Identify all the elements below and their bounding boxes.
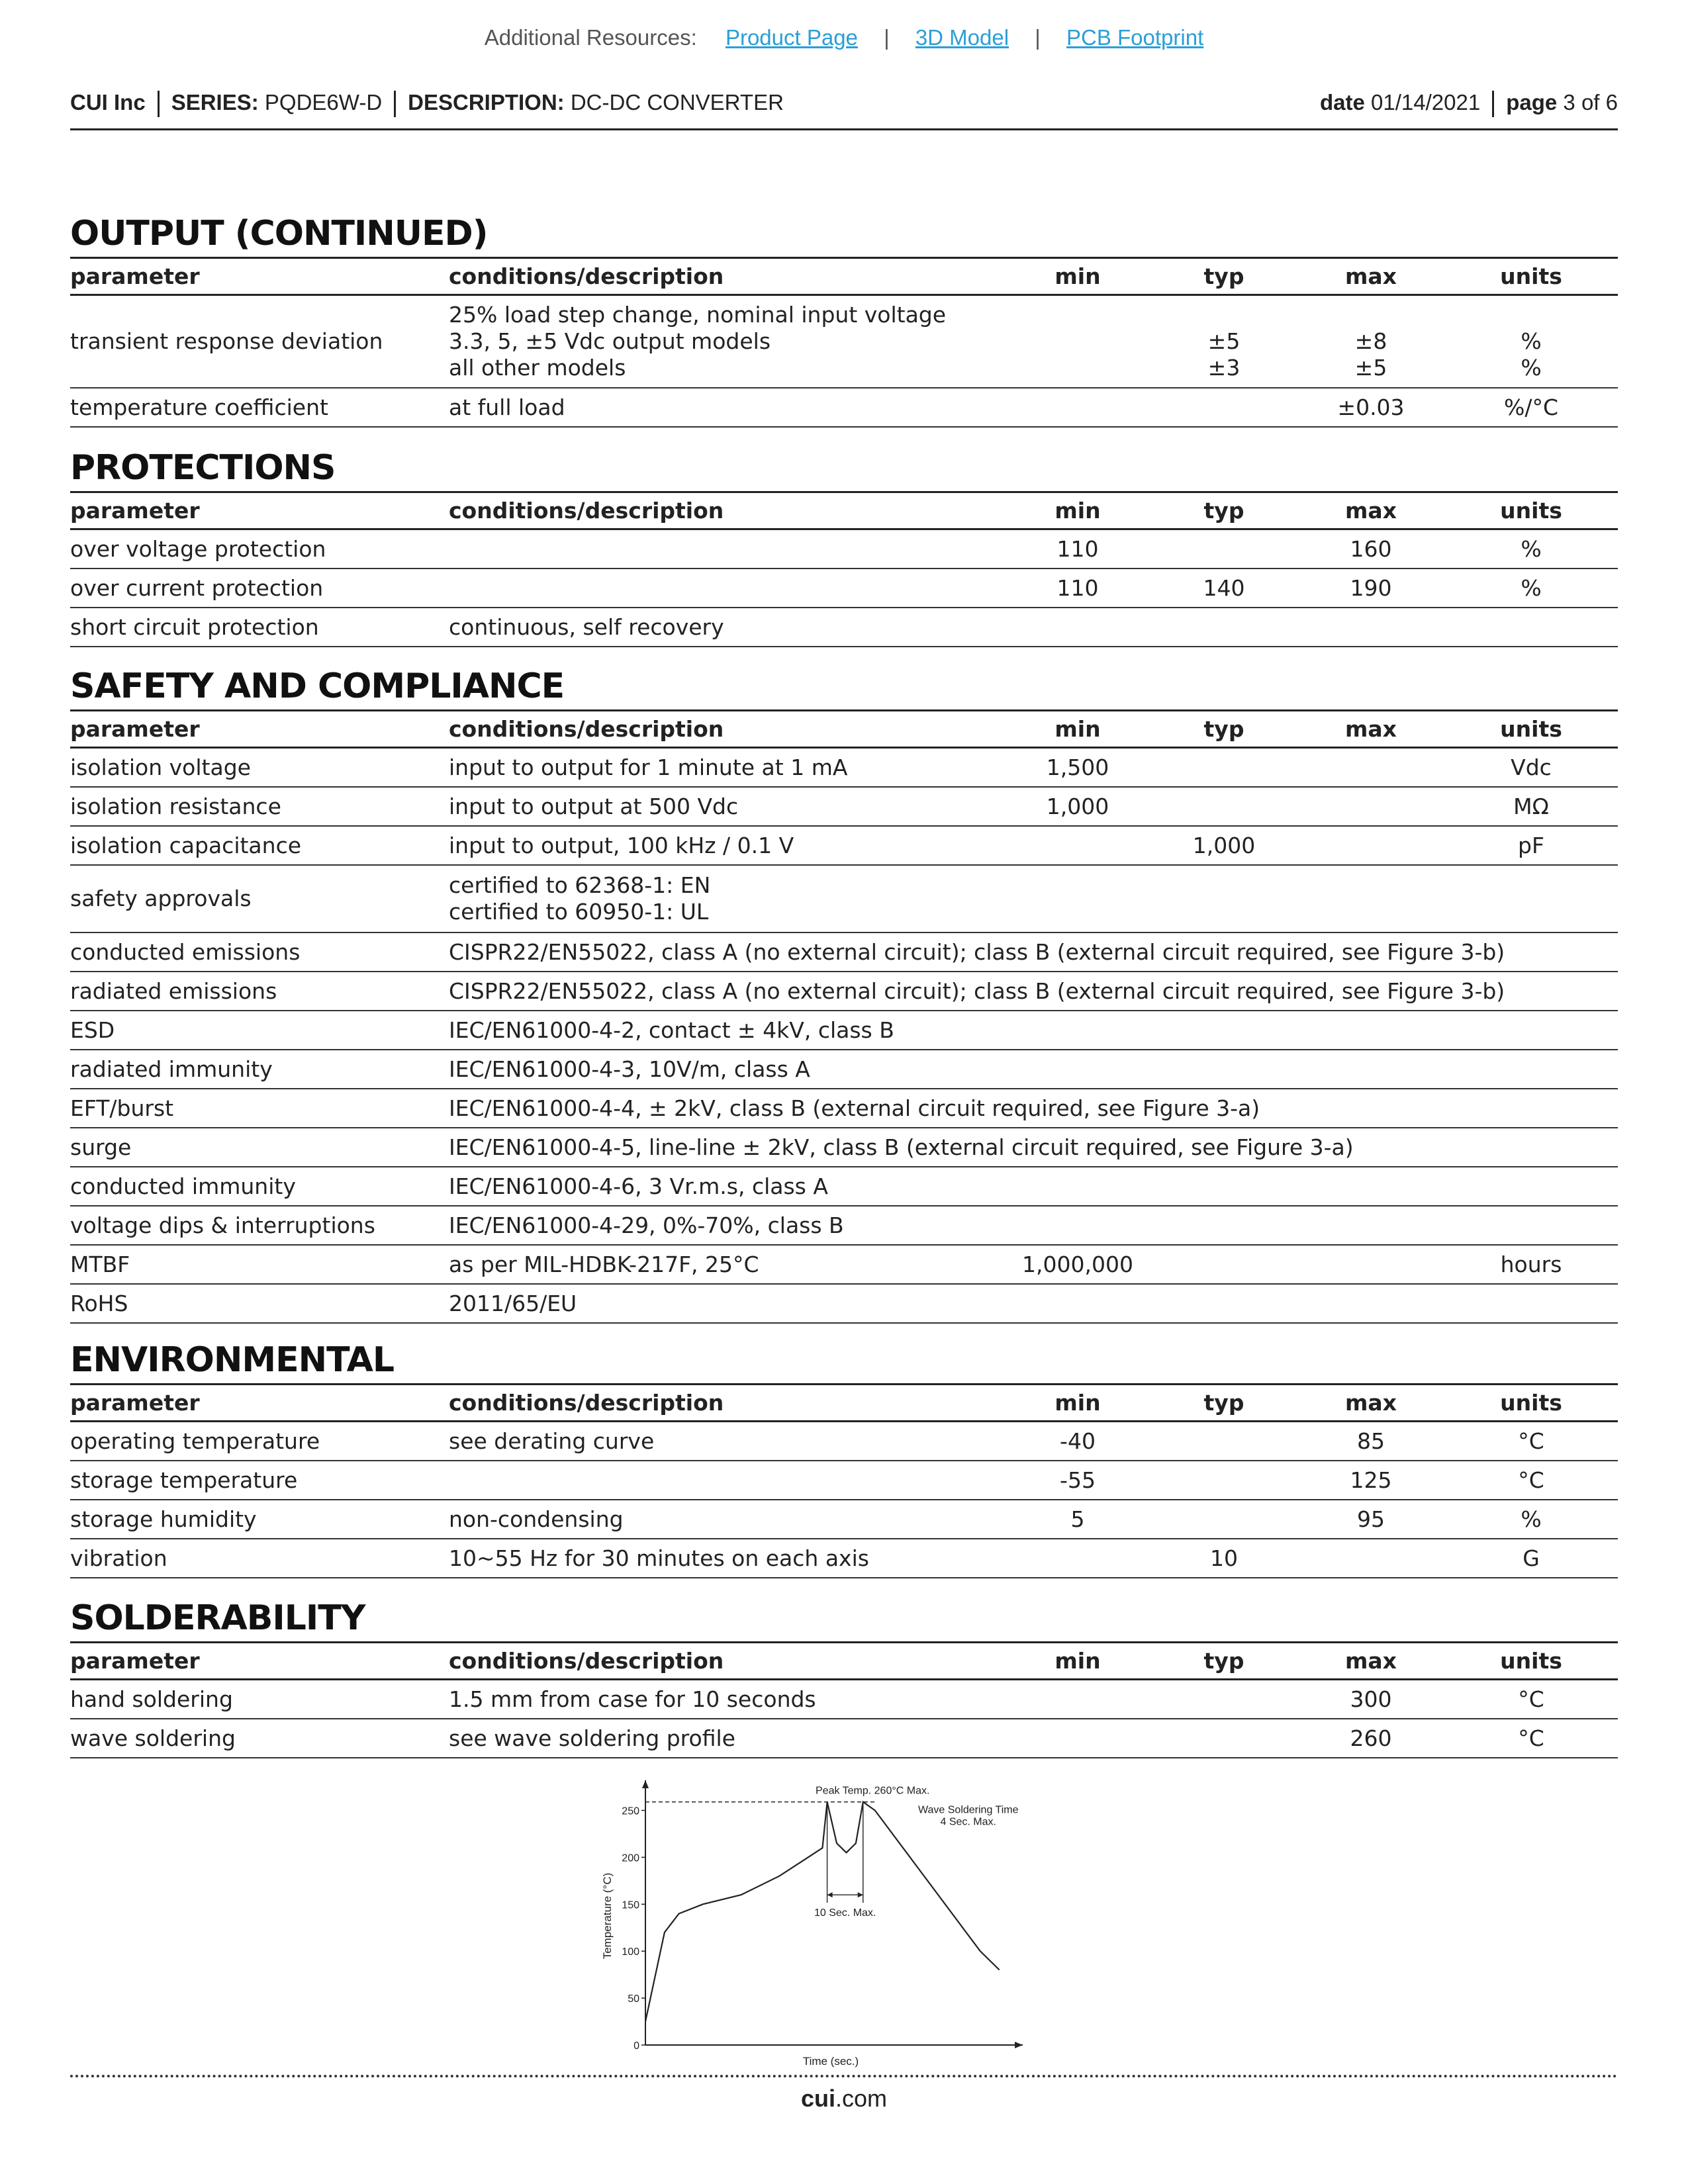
col-units: units <box>1500 1390 1562 1416</box>
table-row <box>70 388 1618 427</box>
table-row <box>70 608 1618 647</box>
cell-parameter: radiated immunity <box>70 1056 273 1082</box>
col-typ: typ <box>1203 498 1244 523</box>
cell-units: hours <box>1500 1251 1562 1277</box>
col-units: units <box>1500 716 1562 742</box>
output-section <box>70 210 1618 428</box>
cell-conditions: 1.5 mm from case for 10 seconds <box>449 1686 816 1712</box>
y-tick-label: 200 <box>622 1852 639 1864</box>
cell-parameter: storage humidity <box>70 1506 257 1532</box>
table-row <box>70 1089 1618 1128</box>
col-parameter: parameter <box>70 716 200 742</box>
header-rule <box>70 128 1618 130</box>
cell-max: 95 <box>1357 1506 1385 1532</box>
col-units: units <box>1500 1648 1562 1674</box>
cell-typ <box>1150 1719 1297 1758</box>
cell-units: % <box>1521 574 1542 601</box>
cell-max <box>1297 826 1444 865</box>
table-row <box>70 1245 1618 1284</box>
3d-model-link[interactable]: 3D Model <box>915 25 1009 50</box>
cell-conditions: see wave soldering profile <box>449 1725 735 1751</box>
table-row <box>70 1539 1618 1578</box>
peak-temp-annotation: Peak Temp. 260°C Max. <box>816 1785 930 1797</box>
cell-max: 260 <box>1350 1725 1392 1751</box>
col-max: max <box>1345 1648 1397 1674</box>
cell-typ <box>1150 1461 1297 1500</box>
cell-min <box>1005 608 1150 647</box>
section-title: OUTPUT (CONTINUED) <box>70 214 488 253</box>
cell-conditions: continuous, self recovery <box>449 614 724 640</box>
col-conditions: conditions/description <box>449 263 724 289</box>
cell-parameter: radiated emissions <box>70 978 277 1004</box>
cell-conditions: at full load <box>449 394 565 420</box>
y-axis-label: Temperature (°C) <box>601 1872 614 1960</box>
table-row <box>70 1128 1618 1167</box>
cell-parameter: hand soldering <box>70 1686 233 1712</box>
cell-conditions: input to output for 1 minute at 1 mA <box>449 754 848 780</box>
cell-units: °C <box>1518 1725 1544 1751</box>
cell-typ <box>1150 1245 1297 1284</box>
col-min: min <box>1055 1648 1101 1674</box>
cell-units: % <box>1521 535 1542 562</box>
cell-parameter: wave soldering <box>70 1725 236 1751</box>
cell-max: 85 <box>1357 1428 1385 1454</box>
cell-max: 190 <box>1350 574 1392 601</box>
cell-parameter: conducted emissions <box>70 938 301 965</box>
cell-conditions: CISPR22/EN55022, class A (no external circuit); class B (external circuit required, see Figure 3-b) <box>449 938 1505 965</box>
footer <box>0 2085 1688 2113</box>
col-max: max <box>1345 1390 1397 1416</box>
resources-label: Additional Resources: <box>484 25 697 50</box>
table-row <box>70 787 1618 826</box>
cell-min: 5 <box>1070 1506 1085 1532</box>
protections-section <box>70 445 1618 647</box>
table-row <box>70 865 1618 933</box>
cell-min: -40 <box>1060 1428 1096 1454</box>
cell-units <box>1444 608 1618 647</box>
table-row <box>70 569 1618 608</box>
chart-ticks <box>622 1805 645 2052</box>
cell-parameter: over voltage protection <box>70 535 326 562</box>
series-value: PQDE6W-D <box>264 90 383 114</box>
col-min: min <box>1055 1390 1101 1416</box>
wave-time-annotation: Wave Soldering Time <box>918 1804 1019 1816</box>
cell-units: G <box>1523 1545 1540 1571</box>
col-typ: typ <box>1203 1648 1244 1674</box>
bracket-arrow <box>858 1892 863 1897</box>
environmental-table <box>70 1383 1618 1578</box>
cell-typ: 10 <box>1210 1545 1238 1571</box>
environmental-section <box>70 1337 1618 1578</box>
cell-parameter: over current protection <box>70 574 324 601</box>
y-tick-label: 150 <box>622 1899 639 1911</box>
col-typ: typ <box>1203 263 1244 289</box>
cell-max <box>1297 787 1444 826</box>
cell-units: pF <box>1518 832 1544 858</box>
table-row <box>70 748 1618 787</box>
cell-min <box>1005 1719 1150 1758</box>
y-axis-arrow <box>642 1780 649 1788</box>
ten-sec-annotation: 10 Sec. Max. <box>814 1907 876 1919</box>
cell-min <box>1005 1539 1150 1578</box>
table-row <box>70 933 1618 972</box>
bracket-arrow <box>827 1892 833 1897</box>
table-row <box>70 972 1618 1011</box>
footer-brand: cui <box>800 2085 835 2112</box>
cell-min: 1,000,000 <box>1022 1251 1133 1277</box>
cell-parameter: surge <box>70 1134 132 1160</box>
cell-typ <box>1150 608 1297 647</box>
cell-parameter: isolation resistance <box>70 793 281 819</box>
cell-max: 160 <box>1350 535 1392 562</box>
cell-conditions: CISPR22/EN55022, class A (no external circuit); class B (external circuit required, see Figure 3-b) <box>449 978 1505 1004</box>
col-parameter: parameter <box>70 263 200 289</box>
cell-conditions: IEC/EN61000-4-5, line-line ± 2kV, class B (external circuit required, see Figure 3-a) <box>449 1134 1354 1160</box>
cell-parameter: vibration <box>70 1545 167 1571</box>
cell-parameter: storage temperature <box>70 1467 298 1493</box>
series-label: SERIES: <box>171 90 259 114</box>
page-label: page <box>1506 90 1558 114</box>
y-tick-label: 100 <box>622 1946 639 1958</box>
wave-soldering-profile-chart <box>596 1754 1099 2071</box>
x-axis-arrow <box>1015 2042 1023 2048</box>
cell-conditions: input to output, 100 kHz / 0.1 V <box>449 832 794 858</box>
cell-conditions <box>449 569 1005 608</box>
cell-typ <box>1150 388 1297 427</box>
separator: | <box>1035 25 1041 50</box>
cell-min <box>1005 388 1150 427</box>
safety-section <box>70 663 1618 1324</box>
cell-conditions: non-condensing <box>449 1506 624 1532</box>
product-page-link[interactable]: Product Page <box>725 25 858 50</box>
col-max: max <box>1345 263 1397 289</box>
table-row <box>70 1284 1618 1323</box>
solderability-section <box>70 1595 1618 1758</box>
cell-typ: 1,000 <box>1192 832 1256 858</box>
cell-typ <box>1150 1500 1297 1539</box>
x-axis-label: Time (sec.) <box>802 2055 859 2068</box>
page-number: 3 of 6 <box>1563 90 1618 114</box>
cell-conditions <box>449 1461 1005 1500</box>
table-row <box>70 295 1618 388</box>
section-title: SAFETY AND COMPLIANCE <box>70 666 565 706</box>
page-header <box>70 86 1618 126</box>
table-row <box>70 1206 1618 1245</box>
cell-parameter: short circuit protection <box>70 614 319 640</box>
section-title: SOLDERABILITY <box>70 1598 365 1638</box>
cell-typ <box>1150 787 1297 826</box>
cell-parameter: operating temperature <box>70 1428 320 1454</box>
cell-parameter: safety approvals <box>70 886 252 911</box>
table-row <box>70 1050 1618 1089</box>
cell-typ <box>1150 1422 1297 1461</box>
col-conditions: conditions/description <box>449 716 724 742</box>
col-max: max <box>1345 498 1397 523</box>
cell-min: 1,000 <box>1046 793 1109 819</box>
cell-min <box>1005 295 1150 388</box>
cell-parameter: voltage dips & interruptions <box>70 1212 375 1238</box>
footer-domain: .com <box>835 2085 888 2112</box>
date-label: date <box>1320 90 1365 114</box>
description-value: DC-DC CONVERTER <box>570 90 784 114</box>
cell-parameter: transient response deviation <box>70 328 383 355</box>
cell-min <box>1005 826 1150 865</box>
cell-units: °C <box>1518 1686 1544 1712</box>
cell-min: 110 <box>1056 574 1099 601</box>
table-row <box>70 826 1618 865</box>
table-row <box>70 1167 1618 1206</box>
col-conditions: conditions/description <box>449 1648 724 1674</box>
cell-conditions: as per MIL-HDBK-217F, 25°C <box>449 1251 759 1277</box>
cell-conditions: certified to 62368-1: EN certified to 60950-1: UL <box>449 872 711 925</box>
cell-typ <box>1150 748 1297 787</box>
cell-max <box>1297 608 1444 647</box>
footer-rule <box>70 2075 1618 2077</box>
col-conditions: conditions/description <box>449 498 724 523</box>
cell-max: 300 <box>1350 1686 1392 1712</box>
col-conditions: conditions/description <box>449 1390 724 1416</box>
cell-parameter: isolation voltage <box>70 754 251 780</box>
col-max: max <box>1345 716 1397 742</box>
cell-min: -55 <box>1060 1467 1096 1493</box>
table-row <box>70 529 1618 569</box>
protections-table <box>70 491 1618 647</box>
cell-max: ±0.03 <box>1337 394 1405 420</box>
section-title: PROTECTIONS <box>70 448 336 488</box>
cell-parameter: conducted immunity <box>70 1173 296 1199</box>
cell-min: 110 <box>1056 535 1099 562</box>
cell-conditions: 25% load step change, nominal input voltage 3.3, 5, ±5 Vdc output models all other models <box>449 301 947 381</box>
col-parameter: parameter <box>70 1648 200 1674</box>
cell-conditions: 2011/65/EU <box>449 1290 577 1316</box>
col-parameter: parameter <box>70 498 200 523</box>
cell-units: % % <box>1521 328 1542 381</box>
cell-parameter: MTBF <box>70 1251 130 1277</box>
col-min: min <box>1055 716 1101 742</box>
separator: | <box>884 25 890 50</box>
section-title: ENVIRONMENTAL <box>70 1340 394 1380</box>
safety-table <box>70 709 1618 1324</box>
description-label: DESCRIPTION: <box>408 90 565 114</box>
cell-conditions: 10~55 Hz for 30 minutes on each axis <box>449 1545 869 1571</box>
table-row <box>70 1011 1618 1050</box>
cell-conditions: IEC/EN61000-4-2, contact ± 4kV, class B <box>449 1017 894 1043</box>
cell-parameter: RoHS <box>70 1290 128 1316</box>
cell-typ: ±5 ±3 <box>1207 328 1241 381</box>
cell-parameter: isolation capacitance <box>70 832 302 858</box>
col-typ: typ <box>1203 716 1244 742</box>
col-typ: typ <box>1203 1390 1244 1416</box>
cell-max: 125 <box>1350 1467 1392 1493</box>
cell-parameter: temperature coefficient <box>70 394 328 420</box>
col-parameter: parameter <box>70 1390 200 1416</box>
cell-typ <box>1150 529 1297 569</box>
table-row <box>70 1719 1618 1758</box>
cell-conditions: IEC/EN61000-4-6, 3 Vr.m.s, class A <box>449 1173 828 1199</box>
y-tick-label: 50 <box>628 1993 639 2005</box>
cell-parameter: EFT/burst <box>70 1095 174 1121</box>
col-min: min <box>1055 263 1101 289</box>
cell-units: Vdc <box>1511 754 1552 780</box>
table-row <box>70 1680 1618 1719</box>
company-name: CUI Inc <box>70 90 146 114</box>
cell-units: % <box>1521 1506 1542 1532</box>
cell-max <box>1297 748 1444 787</box>
cell-conditions: see derating curve <box>449 1428 655 1454</box>
cell-parameter: ESD <box>70 1017 115 1043</box>
wave-time-annotation: 4 Sec. Max. <box>940 1816 996 1828</box>
cell-conditions: IEC/EN61000-4-4, ± 2kV, class B (external circuit required, see Figure 3-a) <box>449 1095 1260 1121</box>
solderability-table <box>70 1641 1618 1758</box>
date-value: 01/14/2021 <box>1371 90 1481 114</box>
cell-units: %/°C <box>1503 394 1559 420</box>
cell-min <box>1005 1680 1150 1719</box>
table-row <box>70 1422 1618 1461</box>
col-min: min <box>1055 498 1101 523</box>
cell-conditions: input to output at 500 Vdc <box>449 793 739 819</box>
cell-conditions: IEC/EN61000-4-3, 10V/m, class A <box>449 1056 810 1082</box>
y-tick-label: 250 <box>622 1805 639 1817</box>
cell-min: 1,500 <box>1046 754 1109 780</box>
output-table <box>70 257 1618 428</box>
additional-resources <box>0 25 1688 50</box>
pcb-footprint-link[interactable]: PCB Footprint <box>1066 25 1204 50</box>
cell-units: °C <box>1518 1467 1544 1493</box>
cell-units: °C <box>1518 1428 1544 1454</box>
cell-units: MΩ <box>1513 793 1549 819</box>
col-units: units <box>1500 498 1562 523</box>
cell-max <box>1297 1539 1444 1578</box>
table-row <box>70 1500 1618 1539</box>
y-tick-label: 0 <box>633 2040 639 2052</box>
cell-typ: 140 <box>1203 574 1245 601</box>
cell-typ <box>1150 1680 1297 1719</box>
cell-max: ±8 ±5 <box>1354 328 1387 381</box>
table-row <box>70 1461 1618 1500</box>
cell-conditions: IEC/EN61000-4-29, 0%-70%, class B <box>449 1212 844 1238</box>
cell-conditions <box>449 529 1005 569</box>
col-units: units <box>1500 263 1562 289</box>
cell-max <box>1297 1245 1444 1284</box>
